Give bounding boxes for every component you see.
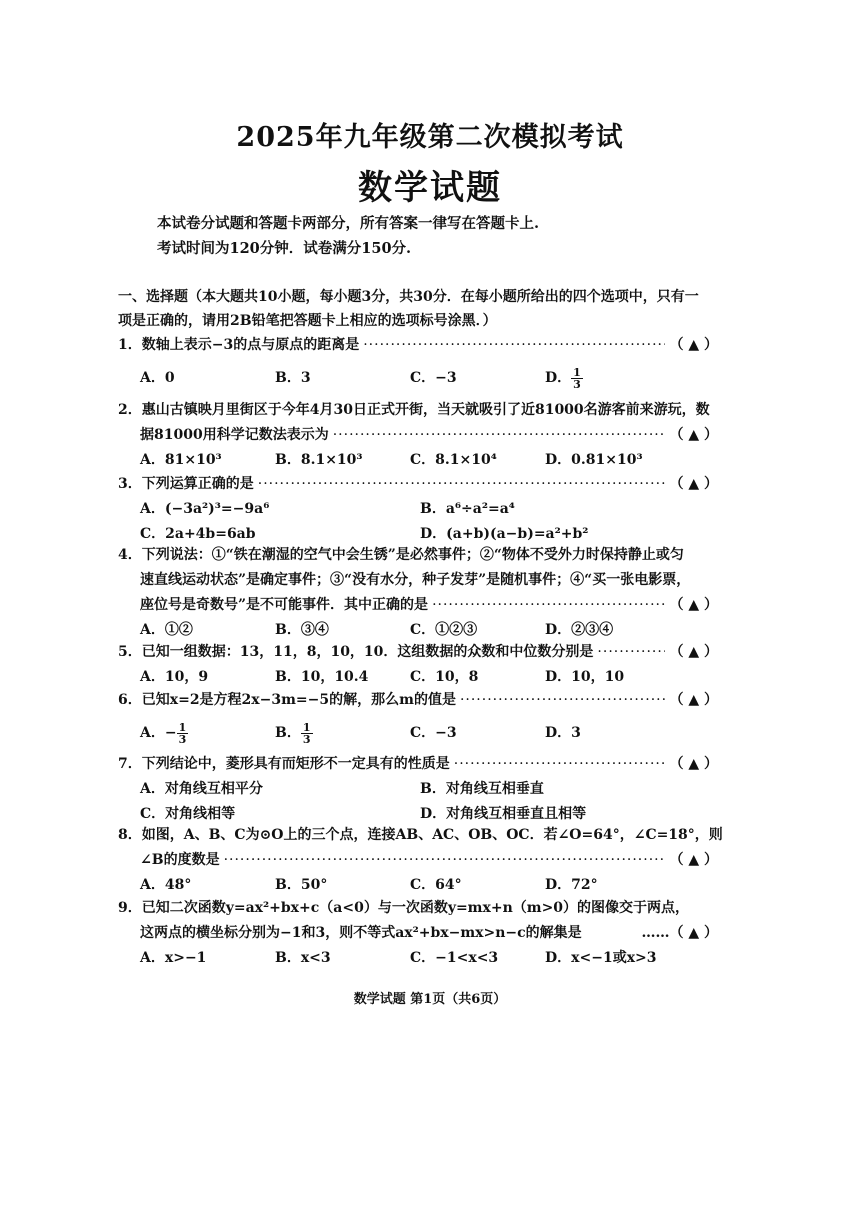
option-d: D．10，10	[545, 669, 625, 685]
question-stem: 3．下列运算正确的是	[118, 476, 254, 492]
option-c: C．−3	[410, 370, 457, 386]
question-stem: 5．已知一组数据：13，11，8，10，10．这组数据的众数和中位数分别是	[118, 644, 594, 660]
question-3	[118, 472, 718, 547]
option-a: A．48°	[140, 877, 192, 893]
option-c: C．−1<x<3	[410, 950, 499, 966]
question-stem-line-2: 这两点的横坐标分别为−1和3，则不等式ax²+bx−mx>n−c的解集是	[140, 925, 582, 941]
subject-title: 数学试题	[358, 168, 502, 208]
question-4	[118, 543, 718, 643]
question-stem-line-1: 8．如图，A、B、C为⊙O上的三个点，连接AB、AC、OB、OC．若∠O=64°，∠C=18°，则	[118, 827, 723, 843]
answer-mark: （ ▲ ）	[669, 692, 718, 708]
fraction: $\frac{1}{3}$	[178, 720, 187, 746]
option-a: A．对角线互相平分	[140, 781, 263, 797]
option-a: A．①②	[140, 622, 193, 638]
question-stem-line-1: 4．下列说法：①“铁在潮湿的空气中会生锈”是必然事件；②“物体不受外力时保持静止或匀	[118, 547, 684, 563]
option-a: A．x>−1	[140, 950, 207, 966]
option-a: A．(−3a²)³=−9a⁶	[140, 501, 270, 517]
option-d: D．对角线互相垂直且相等	[420, 806, 587, 822]
option-c: C．10，8	[410, 669, 479, 685]
exam-note-2: 考试时间为120分钟．试卷满分150分.	[157, 240, 412, 257]
option-d: D．x<−1或x>3	[545, 950, 657, 966]
question-8	[118, 823, 723, 898]
question-stem-line-1: 2．惠山古镇映月里街区于今年4月30日正式开街，当天就吸引了近81000名游客前来游玩，数	[118, 402, 710, 418]
answer-mark: （ ▲ ）	[669, 427, 718, 443]
question-5	[118, 640, 718, 690]
option-a: A．81×10³	[140, 452, 222, 468]
option-d: D．0.81×10³	[545, 452, 643, 468]
question-stem-line-3: 座位号是奇数号”是不可能事件．其中正确的是	[140, 597, 429, 613]
option-b: B．3	[275, 370, 311, 386]
answer-mark: （ ▲ ）	[669, 852, 718, 868]
option-b: B．10，10.4	[275, 669, 369, 685]
option-d: D．72°	[545, 877, 598, 893]
option-b: B．50°	[275, 877, 328, 893]
question-stem-line-2: 据81000用科学记数法表示为	[140, 427, 329, 443]
option-c: C．8.1×10⁴	[410, 452, 497, 468]
question-6	[118, 688, 718, 746]
option-c: C．−3	[410, 725, 457, 741]
option-a: A．− $\frac{1}{3}$	[140, 720, 187, 746]
question-stem: 7．下列结论中，菱形具有而矩形不一定具有的性质是	[118, 756, 450, 772]
section-heading-line-1: 一、选择题（本大题共10小题，每小题3分，共30分．在每小题所给出的四个选项中，只有一	[118, 289, 699, 305]
question-stem-line-1: 9．已知二次函数y=ax²+bx+c（a<0）与一次函数y=mx+n（m>0）的图像交于两点，	[118, 900, 690, 916]
answer-mark: （ ▲ ）	[669, 756, 718, 772]
option-b: B．x<3	[275, 950, 331, 966]
section-heading-line-2: 项是正确的，请用2B铅笔把答题卡上相应的选项标号涂黑．）	[118, 313, 497, 329]
fraction: $\frac{1}{3}$	[573, 365, 581, 391]
question-1	[118, 333, 718, 391]
option-d: D． $\frac{1}{3}$	[545, 365, 581, 391]
page-footer: 数学试题 第1页（共6页）	[353, 992, 507, 1007]
exam-title: 2025年九年级第二次模拟考试	[236, 122, 624, 153]
question-7	[118, 752, 718, 827]
option-a: A．0	[140, 370, 175, 386]
option-b: B． $\frac{1}{3}$	[275, 720, 311, 746]
option-b: B．对角线互相垂直	[420, 781, 544, 797]
option-b: B．③④	[275, 622, 329, 638]
question-stem-line-2: ∠B的度数是	[140, 852, 220, 868]
option-b: B．8.1×10³	[275, 452, 363, 468]
option-c: C．64°	[410, 877, 462, 893]
exam-note-1: 本试卷分试题和答题卡两部分，所有答案一律写在答题卡上.	[157, 215, 540, 232]
answer-mark: ……（ ▲ ）	[641, 925, 718, 941]
question-stem: 6．已知x=2是方程2x−3m=−5的解，那么m的值是	[118, 692, 456, 708]
answer-mark: （ ▲ ）	[669, 476, 718, 492]
option-d: D．3	[545, 725, 581, 741]
option-c: C．2a+4b=6ab	[140, 526, 256, 542]
option-d: D．②③④	[545, 622, 614, 638]
answer-mark: （ ▲ ）	[669, 644, 718, 660]
answer-mark: （ ▲ ）	[669, 597, 718, 613]
section-heading	[118, 285, 718, 333]
option-c: C．对角线相等	[140, 806, 236, 822]
option-c: C．①②③	[410, 622, 478, 638]
fraction: $\frac{1}{3}$	[302, 720, 311, 746]
question-2	[118, 398, 718, 473]
option-d: D．(a+b)(a−b)=a²+b²	[420, 526, 589, 542]
option-a: A．10，9	[140, 669, 209, 685]
question-stem: 1．数轴上表示−3的点与原点的距离是	[118, 337, 360, 353]
option-b: B．a⁶÷a²=a⁴	[420, 501, 515, 517]
question-stem-line-2: 速直线运动状态”是确定事件；③“没有水分，种子发芽”是随机事件；④“买一张电影票，	[140, 572, 691, 588]
question-9	[118, 896, 718, 971]
answer-mark: （ ▲ ）	[669, 337, 718, 353]
